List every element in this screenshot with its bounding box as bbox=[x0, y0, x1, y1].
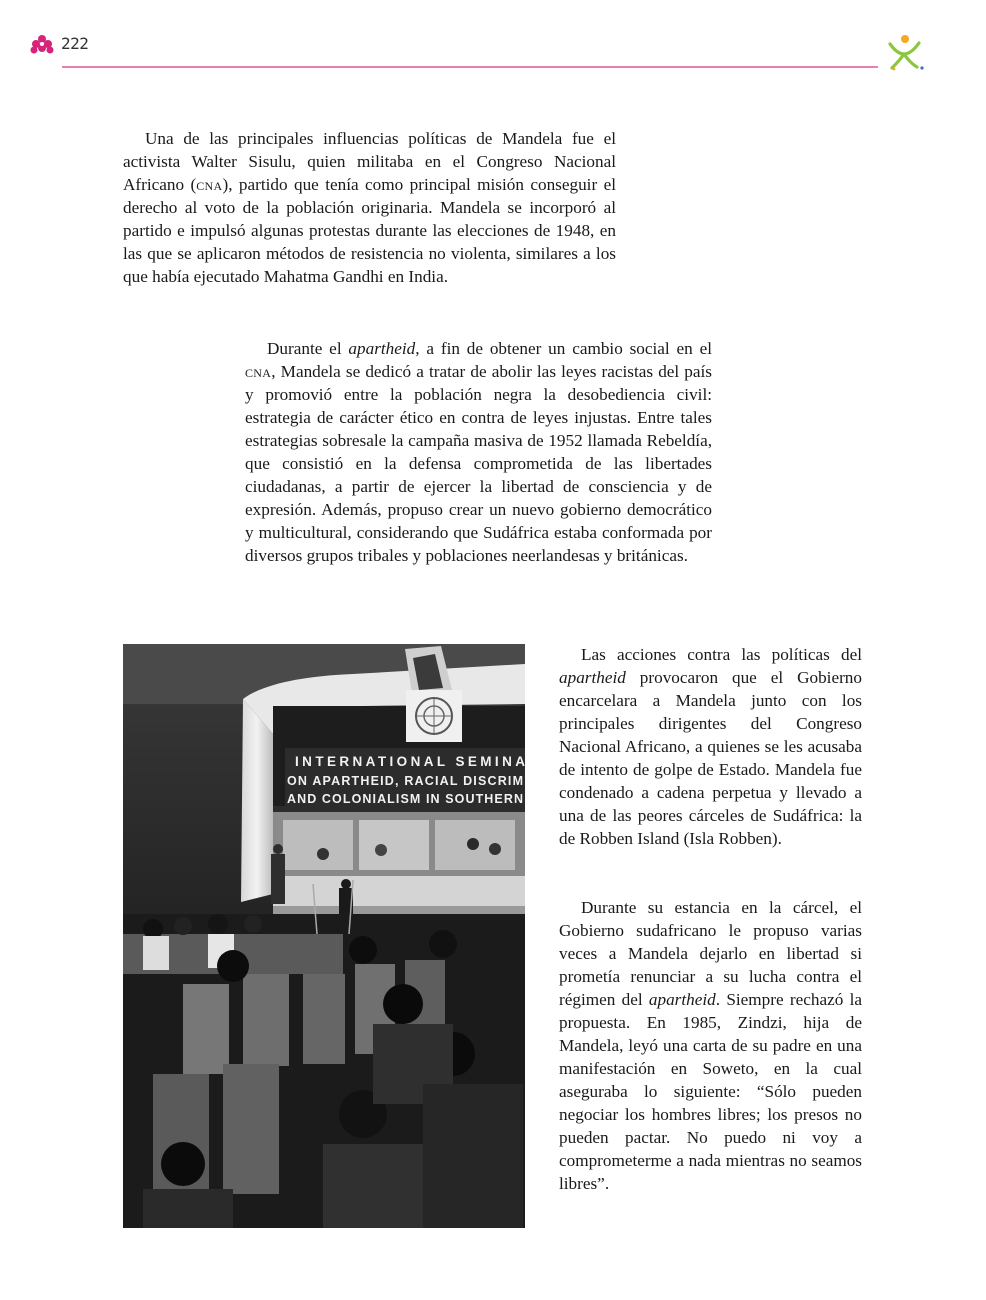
seminar-photo bbox=[123, 644, 525, 1228]
paragraph-sisulu-influence: Una de las principales influencias políticas de Mandela fue el activista Walter Sisulu, quien militaba en el Congreso Nacional Africano (cna), partido que tenía como principal misión conseguir el derecho al voto de la población originaria. Mandela se incorporó al partido e impulsó algunas protestas durante las elecciones de 1948, en las que se aplicaron métodos de resistencia no violenta, similares a los que había ejecutado Mahatma Gandhi en India. bbox=[123, 129, 616, 286]
page-header bbox=[0, 0, 986, 80]
paragraph-letter-soweto: Durante su estancia en la cárcel, el Gobierno sudafricano le propuso varias veces a Mandela dejarlo en libertad si prometía renunciar a su lucha contra el régimen del apartheid. Siempre rechazó la propuesta. En 1985, Zindzi, hija de Mandela, leyó una carta de su padre en una manifestación en Soweto, en la cual aseguraba lo siguiente: “Sólo pueden negociar los hombres libres; los presos no pueden pactar. No puedo ni voy a comprometerme a nada mientras no seamos libres”. bbox=[559, 898, 863, 1193]
human-figure-icon bbox=[884, 32, 924, 72]
banner-line-1: INTERNATIONAL SEMINA bbox=[295, 754, 525, 769]
header-rule bbox=[62, 66, 878, 68]
flower-icon bbox=[30, 34, 54, 54]
term-apartheid: apartheid bbox=[648, 990, 716, 1009]
term-apartheid: apartheid bbox=[559, 668, 626, 687]
page-number: 222 bbox=[61, 34, 89, 53]
paragraph-imprisonment: Las acciones contra las políticas del apartheid provocaron que el Gobierno encarcelara a Mandela junto con los principales dirigentes del Congreso Nacional Africano, a quienes se les acusaba de intento de golpe de Estado. Mandela fue condenado a cadena perpetua y llevado a una de las peores cárceles de Sudáfrica: la de Robben Island (Isla Robben). bbox=[559, 645, 862, 848]
abbr-cna: cna bbox=[245, 362, 272, 381]
paragraph-civil-disobedience: Durante el apartheid, a fin de obtener un cambio social en el cna, Mandela se dedicó a tratar de abolir las leyes racistas del país y promovió entre la población negra la desobediencia civil: estrategia de carácter ético en contra de leyes injustas. Entre tales estrategias sobresale la campaña masiva de 1952 llamada Rebeldía, que consistió en la defensa comprometida de las libertades ciudadanas, a partir de ejercer la libertad de consciencia y de expresión. Además, propuso crear un nuevo gobierno democrático y multicultural, considerando que Sudáfrica estaba conformada por diversos grupos tribales y poblaciones neerlandesas y británicas. bbox=[245, 339, 712, 565]
term-apartheid: apartheid bbox=[348, 339, 416, 358]
banner-line-2: ON APARTHEID, RACIAL DISCRIM bbox=[287, 774, 523, 788]
banner-line-3: AND COLONIALISM IN SOUTHERN bbox=[287, 792, 523, 806]
seminar-photo-drawing bbox=[123, 644, 525, 1228]
abbr-cna: cna bbox=[196, 175, 223, 194]
